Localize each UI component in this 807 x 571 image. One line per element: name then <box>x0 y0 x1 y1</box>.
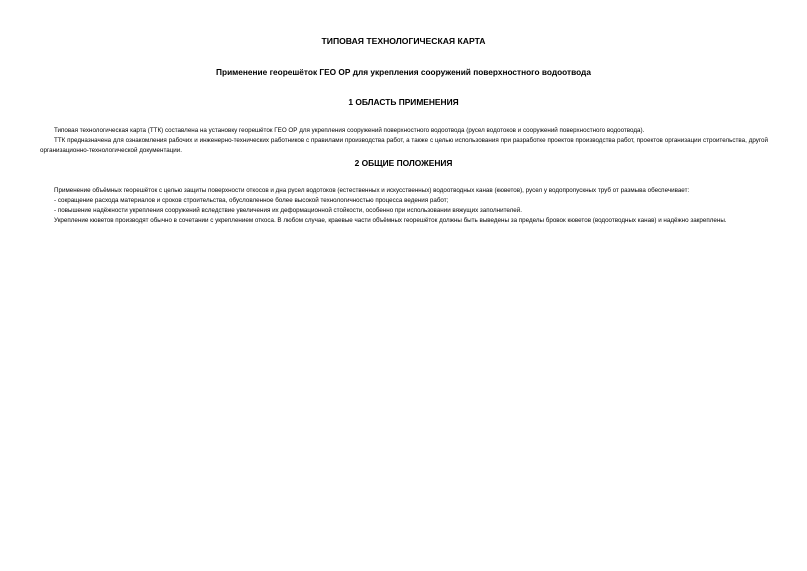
document-subtitle: Применение георешёток ГЕО ОР для укрепления сооружений поверхностного водоотвода <box>216 67 591 77</box>
paragraph: Укрепление кюветов производят обычно в сочетании с укреплением откоса. В любом случае, краевые части объёмных георешёток должны быть выведены за пределы бровок кюветов (водоотводных канав) и надёжно закреплены. <box>54 217 727 224</box>
section-body-scope <box>40 126 768 156</box>
paragraph: Применение объёмных георешёток с целью защиты поверхности откосов и дна русел водотоков (естественных и искусственных) водоотводных канав (кюветов), русел у водопропускных труб от размыва обеспечивает: <box>54 187 690 194</box>
section-body-general <box>40 186 768 226</box>
list-item: - повышение надёжности укрепления сооружений вследствие увеличения их деформационной стойкости, особенно при использовании вяжущих заполнителей. <box>54 207 522 214</box>
paragraph: ТТК предназначена для ознакомления рабочих и инженерно-технических работников с правилами производства работ, а также с целью использования при разработке проектов производства работ, проектов организации строительства, другой организационно-технологической документации. <box>40 137 768 154</box>
document-title: ТИПОВАЯ ТЕХНОЛОГИЧЕСКАЯ КАРТА <box>321 36 486 46</box>
list-item: - сокращение расхода материалов и сроков строительства, обусловленное более высокой технологичностью процесса ведения работ; <box>54 197 449 204</box>
section-heading-scope: 1 ОБЛАСТЬ ПРИМЕНЕНИЯ <box>348 97 459 107</box>
section-heading-general: 2 ОБЩИЕ ПОЛОЖЕНИЯ <box>354 158 453 168</box>
paragraph: Типовая технологическая карта (ТТК) составлена на установку георешёток ГЕО ОР для укрепления сооружений поверхностного водоотвода (русел водотоков и сооружений поверхностного водоотвода). <box>54 127 645 134</box>
